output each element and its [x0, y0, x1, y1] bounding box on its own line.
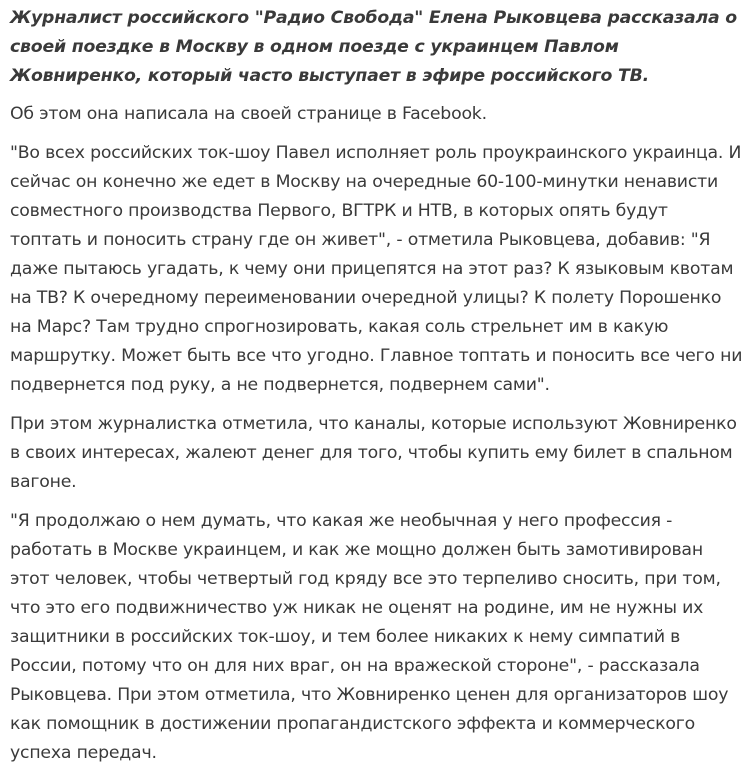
article-paragraph: Об этом она написала на своей странице в Facebook.	[10, 104, 487, 124]
article-paragraph: "Во всех российских ток-шоу Павел исполняет роль проукраинского украинца. И сейчас он конечно же едет в Москву на очередные 60-100-минутки ненависти совместного производства Первого, ВГТРК и НТВ, в которых опять будут топтать и поносить страну где он живет", - отметила Рыковцева, добавив: "Я даже пытаюсь угадать, к чему они прицепятся на этот раз? К языковым квотам на ТВ? К очередному переименовании очередной улицы? К полету Порошенко на Марс? Там трудно спрогнозировать, какая соль стрельнет им в какую маршрутку. Может быть все что угодно. Главное топтать и поносить все чего ни подвернется под руку, а не подвернется, подвернем сами".	[10, 143, 743, 395]
article-paragraph: При этом журналистка отметила, что каналы, которые используют Жовниренко в своих интересах, жалеют денег для того, чтобы купить ему билет в спальном вагоне.	[10, 414, 737, 492]
article-lead: Журналист российского "Радио Свобода" Елена Рыковцева рассказала о своей поездке в Москву в одном поезде с украинцем Павлом Жовниренко, который часто выступает в эфире российского ТВ.	[10, 8, 737, 86]
article-paragraph: "Я продолжаю о нем думать, что какая же необычная у него профессия - работать в Москве украинцем, и как же мощно должен быть замотивирован этот человек, чтобы четвертый год кряду все это терпеливо сносить, при том, что это его подвижничество уж никак не оценят на родине, им не нужны их защитники в российских ток-шоу, и тем более никаких к нему симпатий в России, потому что он для них враг, он на вражеской стороне", - рассказала Рыковцева. При этом отметила, что Жовниренко ценен для организаторов шоу как помощник в достижении пропагандистского эффекта и коммерческого успеха передач.	[10, 511, 729, 763]
